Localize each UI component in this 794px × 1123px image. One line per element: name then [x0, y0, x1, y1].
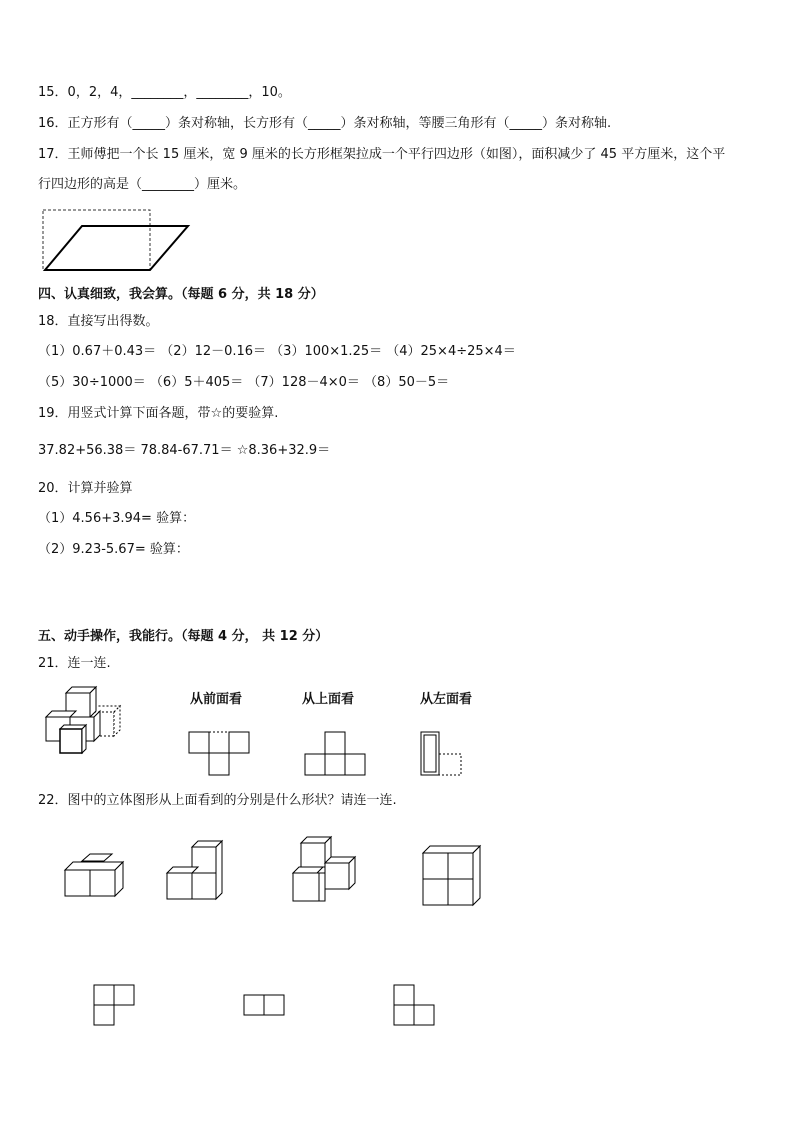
parallelogram-figure — [42, 208, 192, 274]
top-view-shape-3 — [393, 984, 437, 1028]
question-19: 19．用竖式计算下面各题，带☆的要验算. — [38, 406, 279, 421]
view-label-left: 从左面看 — [420, 692, 473, 707]
solid-figure-1 — [64, 853, 130, 899]
question-21: 21．连一连. — [38, 656, 111, 671]
top-view-shape-1 — [93, 984, 137, 1028]
view-shape-2 — [304, 731, 368, 777]
question-19-row: 37.82+56.38＝ 78.84-67.71＝ ☆8.36+32.9＝ — [38, 443, 331, 458]
question-16: 16．正方形有（_____）条对称轴，长方形有（_____）条对称轴，等腰三角形有（_____）条对称轴. — [38, 116, 612, 131]
question-17-line-1: 17．王师傅把一个长 15 厘米，宽 9 厘米的长方形框架拉成一个平行四边形（如图），面积减少了 45 平方厘米，这个平 — [38, 147, 726, 162]
question-18: 18．直接写出得数。 — [38, 314, 159, 329]
original-rectangle-dashed — [43, 210, 150, 270]
view-label-front: 从前面看 — [190, 692, 243, 707]
question-20-item-2: （2）9.23-5.67= 验算： — [38, 542, 189, 557]
question-20: 20．计算并验算 — [38, 481, 133, 496]
view-label-top: 从上面看 — [302, 692, 355, 707]
question-20-item-1: （1）4.56+3.94= 验算： — [38, 511, 196, 526]
solid-figure-4 — [420, 843, 486, 909]
view-shape-3 — [420, 731, 466, 777]
question-18-row-2: （5）30÷1000＝ （6）5＋405＝ （7）128－4×0＝ （8）50－5＝ — [38, 375, 450, 390]
question-18-row-1: （1）0.67＋0.43＝ （2）12－0.16＝ （3）100×1.25＝ （4）25×4÷25×4＝ — [38, 344, 516, 359]
top-view-shape-2 — [243, 994, 287, 1018]
section-4-heading: 四、认真细致，我会算。（每题 6 分，共 18 分） — [38, 287, 324, 302]
question-22: 22．图中的立体图形从上面看到的分别是什么形状？请连一连. — [38, 793, 397, 808]
section-5-heading: 五、动手操作，我能行。（每题 4 分， 共 12 分） — [38, 629, 329, 644]
cube-cluster-figure — [44, 687, 124, 755]
question-15: 15．0，2，4，________，________，10。 — [38, 85, 291, 100]
view-shape-1 — [188, 731, 258, 777]
question-17-line-2: 行四边形的高是（________）厘米。 — [38, 177, 247, 192]
solid-figure-3 — [291, 833, 361, 903]
solid-figure-2 — [164, 839, 228, 901]
parallelogram-shape — [45, 226, 188, 270]
